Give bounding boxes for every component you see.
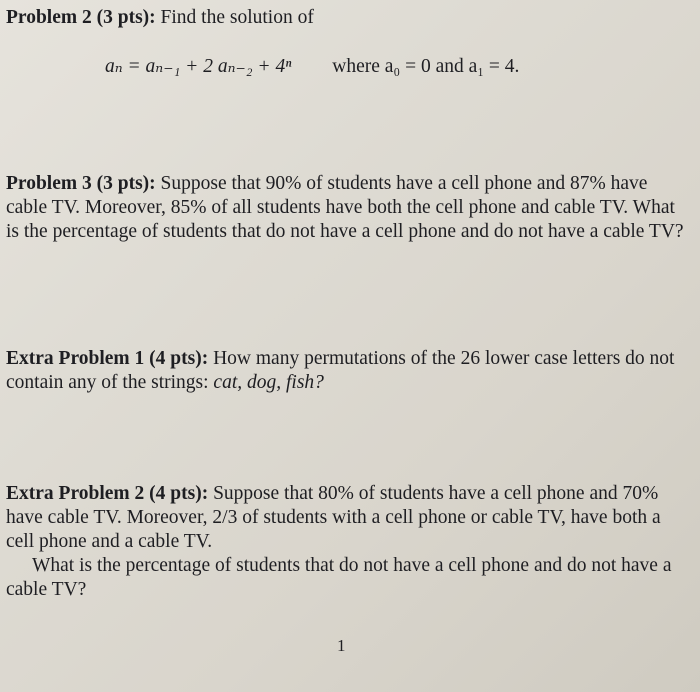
problem-3-heading: Problem 3 (3 pts): bbox=[6, 173, 156, 194]
problem-2-text: Find the solution of bbox=[160, 7, 314, 28]
recurrence-equation-line bbox=[105, 54, 519, 78]
problem-2 bbox=[6, 6, 690, 30]
extra-problem-1 bbox=[6, 347, 690, 395]
extra-problem-1-text: How many permutations of the 26 lower case letters do not contain any of the strings: bbox=[6, 348, 675, 393]
problem-3-text: Suppose that 90% of students have a cell phone and 87% have cable TV. Moreover, 85% of all students have both the cell phone and cable TV. What is the percentage of students that do not have a cell phone and do not have a cable TV? bbox=[6, 173, 684, 242]
extra-problem-2-text: Suppose that 80% of students have a cell phone and 70% have cable TV. Moreover, 2/3 of students with a cell phone or cable TV, have both a cell phone and a cable TV. bbox=[6, 483, 661, 552]
page-number: 1 bbox=[337, 636, 346, 655]
extra-problem-2-heading: Extra Problem 2 (4 pts): bbox=[6, 483, 209, 504]
extra-problem-2 bbox=[6, 482, 690, 602]
initial-conditions: where a₀ = 0 and a₁ = 4. bbox=[332, 56, 520, 77]
problem-3 bbox=[6, 172, 690, 244]
recurrence-equation: aₙ = aₙ₋₁ + 2 aₙ₋₂ + 4ⁿ bbox=[105, 56, 292, 77]
extra-problem-1-heading: Extra Problem 1 (4 pts): bbox=[6, 348, 209, 369]
extra-problem-1-strings: cat, dog, fish? bbox=[213, 372, 324, 393]
problem-2-heading: Problem 2 (3 pts): bbox=[6, 7, 156, 28]
extra-problem-2-question: What is the percentage of students that do not have a cell phone and do not have a cable TV? bbox=[6, 555, 672, 600]
